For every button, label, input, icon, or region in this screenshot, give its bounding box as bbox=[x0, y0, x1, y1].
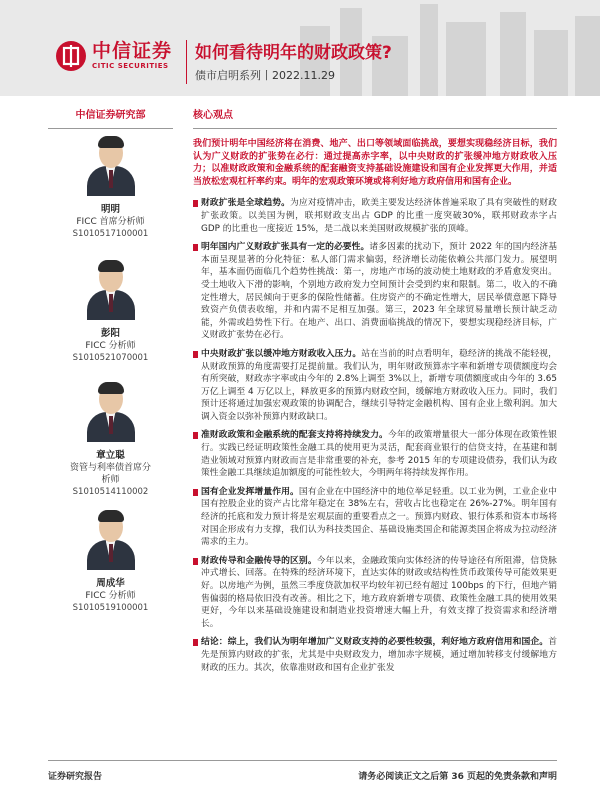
analyst-card bbox=[48, 382, 173, 498]
bullet-lead: 明年国内广义财政扩张具有一定的必要性。 bbox=[201, 242, 370, 253]
bullet-square-icon bbox=[193, 200, 198, 207]
logo-english-text: CITIC SECURITIES bbox=[92, 62, 169, 70]
bullet-lead: 财政传导和金融传导的区别。 bbox=[201, 555, 317, 566]
analyst-license-id: S1010514110002 bbox=[72, 487, 149, 497]
logo-chinese-text: 中信证券 bbox=[92, 40, 173, 62]
analyst-name: 周成华 bbox=[96, 578, 125, 589]
analyst-role: 资管与利率债首席分析师 bbox=[70, 463, 152, 485]
footer-disclaimer: 请务必阅读正文之后第 36 页起的免责条款和声明 bbox=[358, 772, 557, 782]
bullet-text: 为应对疫情冲击，欧美主要发达经济体普遍采取了具有突破性的财政扩张政策。以美国为例，联邦财政支出占 GDP 的比重一度突破30%，联邦财政赤字占 GDP 的比重也一度接近 15%，是二战以来美国财政规模扩张的顶峰。 bbox=[201, 198, 557, 234]
analyst-name: 明明 bbox=[100, 204, 120, 215]
bullet-lead: 准财政政策和金融系统的配套支持将持续发力。 bbox=[201, 430, 388, 441]
citic-logo bbox=[56, 40, 172, 71]
research-dept-heading: 中信证券研究部 bbox=[48, 100, 173, 129]
bullet-text: 今年的政策增量很大一部分体现在政策性银行。实践已经证明政策性金融工具的使用更为灵活，配套商业银行的信贷支持，在基建和制造业领域对预算内财政而言是非常重要的补充，参考 2015 年的专项建设债券，我们认为政策性金融工具继续追加额度的可能性较大，今明两年将持续发挥作用。 bbox=[201, 430, 557, 479]
bullet-lead: 财政扩张是全球趋势。 bbox=[201, 198, 291, 209]
core-views-section bbox=[193, 100, 557, 674]
bullet-paragraph bbox=[193, 241, 557, 342]
avatar bbox=[85, 510, 137, 570]
analyst-license-id: S1010521070001 bbox=[72, 353, 149, 363]
bullet-text: 今年以来，金融政策向实体经济的传导途径有所阻滞，信贷脉冲式增长、回落。在特殊的经济环境下，直达实体的财政或结构性货币政策传导可能效果更好。以房地产为例，虽然三季度贷款加权平均较年初已经有超过 100bps 的下行，但地产销售偏弱的格局依旧没有改善。相比之下，地方政府新增专项债、政策性金融工具的使用效果更好，今年以来基础设施建设和制造业投资增速大幅上升，有效支撑了投资需求和经济增长。 bbox=[201, 555, 557, 629]
bullet-paragraph bbox=[193, 429, 557, 479]
bullet-paragraph bbox=[193, 348, 557, 424]
citic-logo-icon bbox=[56, 41, 86, 71]
analyst-role: FICC 分析师 bbox=[85, 591, 136, 601]
analyst-name: 彭阳 bbox=[100, 328, 120, 339]
bullet-square-icon bbox=[193, 489, 198, 496]
avatar bbox=[85, 382, 137, 442]
analyst-role: FICC 分析师 bbox=[85, 341, 136, 351]
avatar bbox=[85, 136, 137, 196]
analyst-role: FICC 首席分析师 bbox=[76, 217, 145, 227]
analyst-license-id: S1010517100001 bbox=[72, 229, 149, 239]
bullet-paragraph bbox=[193, 197, 557, 235]
footer-report-type: 证券研究报告 bbox=[48, 772, 103, 782]
bullet-text: 站在当前的时点看明年，稳经济的挑战不能轻视，从财政预算的角度需要打足提前量。我们认为，明年财政预算赤字率和新增专项债额度均会有所突破，财政赤字率或由今年的 2.8%上调至 3%以上，新增专项债额度或由今年的 3.65 万亿上调至 4 万亿以上，释放更多的预算内财政空间，缓解地方财政收入压力。同时，我们预计还将通过加强宏观政策的协调配合，继续引导特定金融机构、国有企业上缴利润。加大调入资金以弥补预算内财政缺口。 bbox=[201, 348, 557, 422]
bullet-square-icon bbox=[193, 558, 198, 565]
analyst-sidebar bbox=[48, 100, 173, 613]
analyst-name: 章立聪 bbox=[96, 450, 125, 461]
analyst-card bbox=[48, 260, 173, 364]
bullet-square-icon bbox=[193, 432, 198, 439]
bullet-text: 诸多因素的扰动下，预计 2022 年的国内经济基本面呈现显著的分化特征：私人部门需求偏弱，经济增长动能依赖公共部门发力。展望明年，基本面仍面临几个趋势性挑战：第一，房地产市场的波动使土地财政的矛盾愈发突出。受土地收入下滑的影响，个别地方政府发力空间预计会受到约束和限制。第二，收入的不确定性增大，居民倾向于更多的保险性储蓄。住房资产的不确定性增大，居民举债意愿下降导致资产负债表收缩，并和内需不足相互加强。第三，2023 年全球贸易量增长预计缺乏动能，外需或趋势性下行。在地产、出口、消费面临挑战的情况下，要想实现稳经济目标，广义财政扩张势在必行。 bbox=[201, 242, 557, 341]
bullet-paragraph bbox=[193, 636, 557, 674]
footer-divider bbox=[48, 760, 557, 761]
bullet-square-icon bbox=[193, 244, 198, 251]
bullet-text: 首先是预算内财政的扩张，尤其是中央财政发力，增加赤字规模，通过增加转移支付缓解地方财政的压力。其次，依靠准财政和国有企业扩张发 bbox=[201, 637, 557, 673]
bullet-paragraph bbox=[193, 486, 557, 549]
bullet-text: 国有企业在中国经济中的地位举足轻重。以工业为例，工业企业中国有控股企业的资产占比常年稳定在 38%左右，营收占比也稳定在 26%-27%。明年国有经济的托底和发力预计将是宏观层面的重要看点之一。预算内财政、银行体系和资本市场将对国企形成有力支撑，我们认为科技类国企、基础设施类国企和能源类国企将成为拉动经济需求的主力。 bbox=[201, 486, 557, 548]
bullet-lead: 结论：综上，我们认为明年增加广义财政支持的必要性较强，利好地方政府信用和国企。 bbox=[201, 637, 549, 648]
report-title: 如何看待明年的财政政策? bbox=[195, 43, 392, 63]
analyst-card bbox=[48, 510, 173, 614]
bullet-lead: 中央财政扩张以缓冲地方财政收入压力。 bbox=[201, 348, 362, 359]
report-subtitle: 债市启明系列丨2022.11.29 bbox=[195, 69, 335, 82]
header-divider bbox=[186, 40, 187, 84]
summary-paragraph: 我们预计明年中国经济将在消费、地产、出口等领域面临挑战，要想实现稳经济目标，我们认为广义财政的扩张势在必行：通过提高赤字率，以中央财政的扩张缓冲地方财政收入压力；以准财政政策和金融系统的配套融资支持基础设施建设和国有企业发挥更大作用，并适当放松宏观杠杆率约束。明年的宏观政策环境或将利好地方政府信用和国有企业。 bbox=[193, 139, 557, 187]
bullet-lead: 国有企业发挥增量作用。 bbox=[201, 486, 299, 497]
core-views-heading: 核心观点 bbox=[193, 100, 557, 129]
bullet-square-icon bbox=[193, 639, 198, 646]
avatar bbox=[85, 260, 137, 320]
analyst-card bbox=[48, 136, 173, 240]
bullet-square-icon bbox=[193, 351, 198, 358]
bullet-paragraph bbox=[193, 555, 557, 631]
analyst-license-id: S1010519100001 bbox=[72, 603, 149, 613]
